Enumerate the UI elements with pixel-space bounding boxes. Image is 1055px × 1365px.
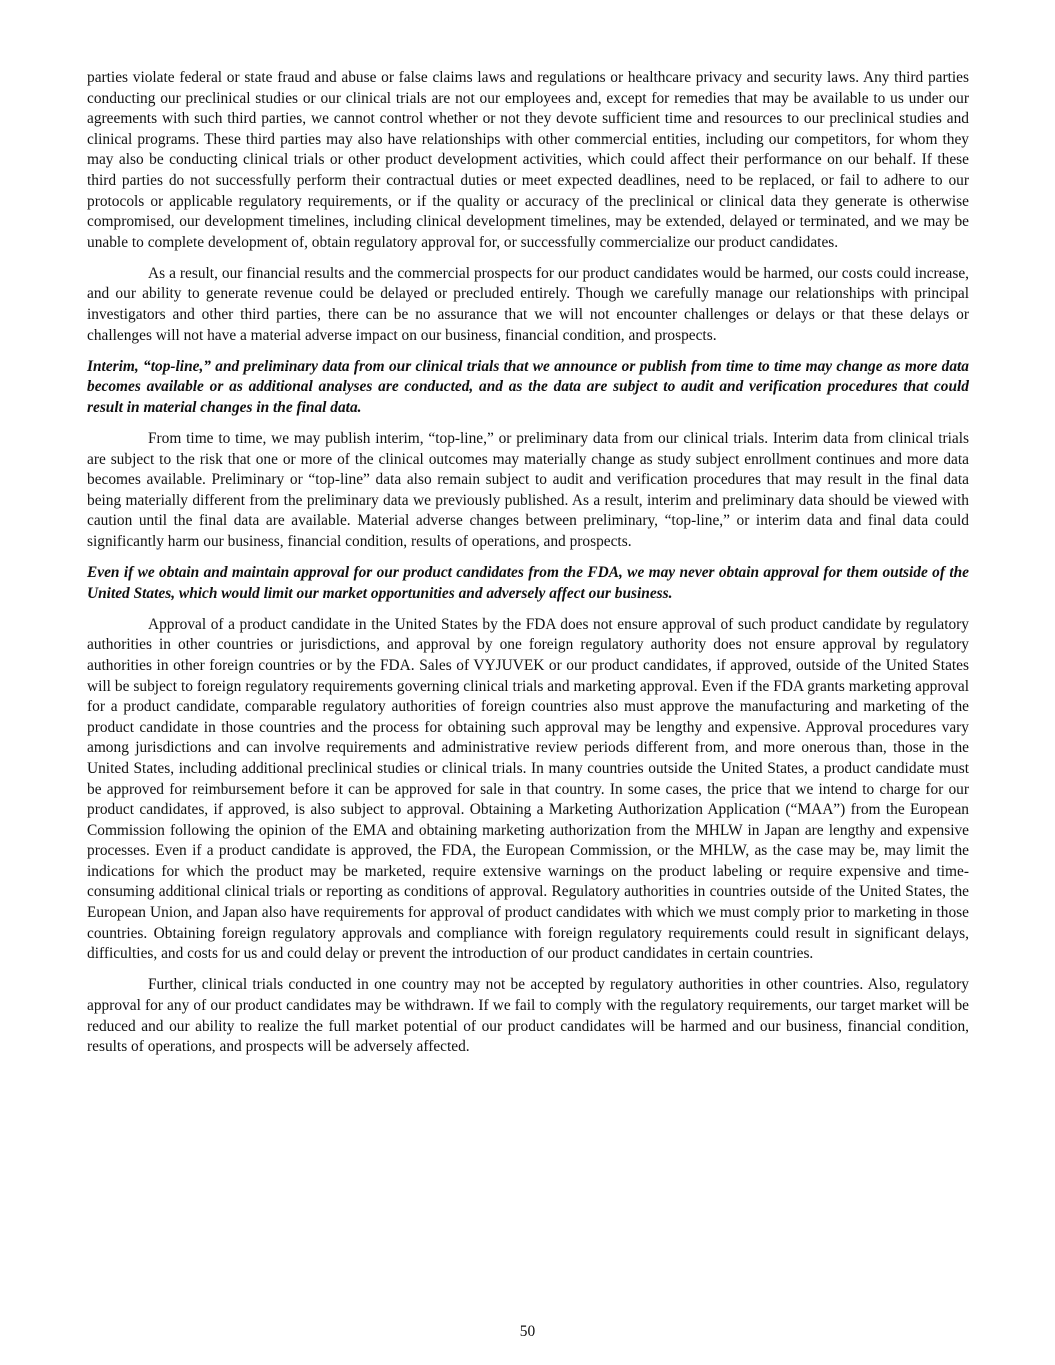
page-number: 50 <box>519 1323 536 1340</box>
paragraph-interim-data: From time to time, we may publish interim, “top-line,” or preliminary data from our clinical trials. Interim data from clinical trials are subject to the risk that one or more of the clinical outcomes may materially change as study subject enrollment continues and more data becomes available. Preliminary or “top-line” data also remain subject to audit and verification procedures that may result in the final data being materially different from the preliminary data we previously published. As a result, interim and preliminary data should be viewed with caution until the final data are available. Material adverse changes between preliminary, “top-line,” or interim data and final data could significantly harm our business, financial condition, results of operations, and prospects. <box>87 430 969 550</box>
paragraph-foreign-approval: Approval of a product candidate in the United States by the FDA does not ensure approval of such product candidate by regulatory authorities in other countries or jurisdictions, and approval by one foreign regulatory authority does not ensure approval by regulatory authorities in other foreign countries or by the FDA. Sales of VYJUVEK or our product candidates, if approved, outside of the United States will be subject to foreign regulatory requirements governing clinical trials and marketing approval. Even if the FDA grants marketing approval for a product candidate, comparable regulatory authorities of foreign countries also must approve the manufacturing and marketing of the product candidate in those countries and the process for obtaining such approval may be lengthy and expensive. Approval procedures vary among jurisdictions and can involve requirements and administrative review periods different from, and more onerous than, those in the United States, including additional preclinical studies or clinical trials. In many countries outside the United States, a product candidate must be approved for reimbursement before it can be approved for sale in that country. In some cases, the price that we intend to charge for our product candidates, if approved, is also subject to approval. Obtaining a Marketing Authorization Application (“MAA”) from the European Commission following the opinion of the EMA and obtaining marketing authorization from the MHLW in Japan are lengthy and expensive processes. Even if a product candidate is approved, the FDA, the European Commission, or the MHLW, as the case may be, may limit the indications for which the product may be marketed, require extensive warnings on the product labeling or require expensive and time-consuming additional clinical trials or reporting as conditions of approval. Regulatory authorities in countries outside of the United States, the European Union, and Japan also have requirements for approval of product candidates with which we must comply prior to marketing in those countries. Obtaining foreign regulatory approvals and compliance with foreign regulatory requirements could result in significant delays, difficulties, and costs for us and could delay or prevent the introduction of our product candidates in certain countries. <box>87 615 969 963</box>
document-page <box>87 68 969 1068</box>
paragraph-foreign-trials: Further, clinical trials conducted in one country may not be accepted by regulatory authorities in other countries. Also, regulatory approval for any of our product candidates may be withdrawn. If we fail to comply with the regulatory requirements, our target market will be reduced and our ability to realize the full market potential of our product candidates will be harmed and our business, financial condition, results of operations, and prospects will be adversely affected. <box>87 976 969 1056</box>
paragraph-financial-results: As a result, our financial results and the commercial prospects for our product candidates would be harmed, our costs could increase, and our ability to generate revenue could be delayed or precluded entirely. Though we carefully manage our relationships with principal investigators and other third parties, there can be no assurance that we will not encounter challenges or delays or that these delays or challenges will not have a material adverse impact on our business, financial condition, and prospects. <box>87 264 969 344</box>
paragraph-third-parties-continuation: parties violate federal or state fraud and abuse or false claims laws and regulations or healthcare privacy and security laws. Any third parties conducting our preclinical studies or our clinical trials are not our employees and, except for remedies that may be available to us under our agreements with such third parties, we cannot control whether or not they devote sufficient time and resources to our preclinical studies and clinical programs. These third parties may also have relationships with other commercial entities, including our competitors, for whom they may also be conducting clinical trials or other product development activities, which could affect their performance on our behalf. If these third parties do not successfully perform their contractual duties or meet expected deadlines, need to be replaced, or fail to adhere to our protocols or applicable regulatory requirements, or if the quality or accuracy of the preclinical or clinical data they generate is otherwise compromised, our development timelines, including clinical development timelines, may be extended, delayed or terminated, and we may be unable to complete development of, obtain regulatory approval for, or successfully commercialize our product candidates. <box>87 69 969 251</box>
risk-heading-interim-data: Interim, “top-line,” and preliminary data from our clinical trials that we announce or publish from time to time may change as more data becomes available or as additional analyses are conducted, and as the data are subject to audit and verification procedures that could result in material changes in the final data. <box>87 357 969 416</box>
risk-heading-foreign-approval: Even if we obtain and maintain approval for our product candidates from the FDA, we may never obtain approval for them outside of the United States, which would limit our market opportunities and adversely affect our business. <box>87 564 969 602</box>
